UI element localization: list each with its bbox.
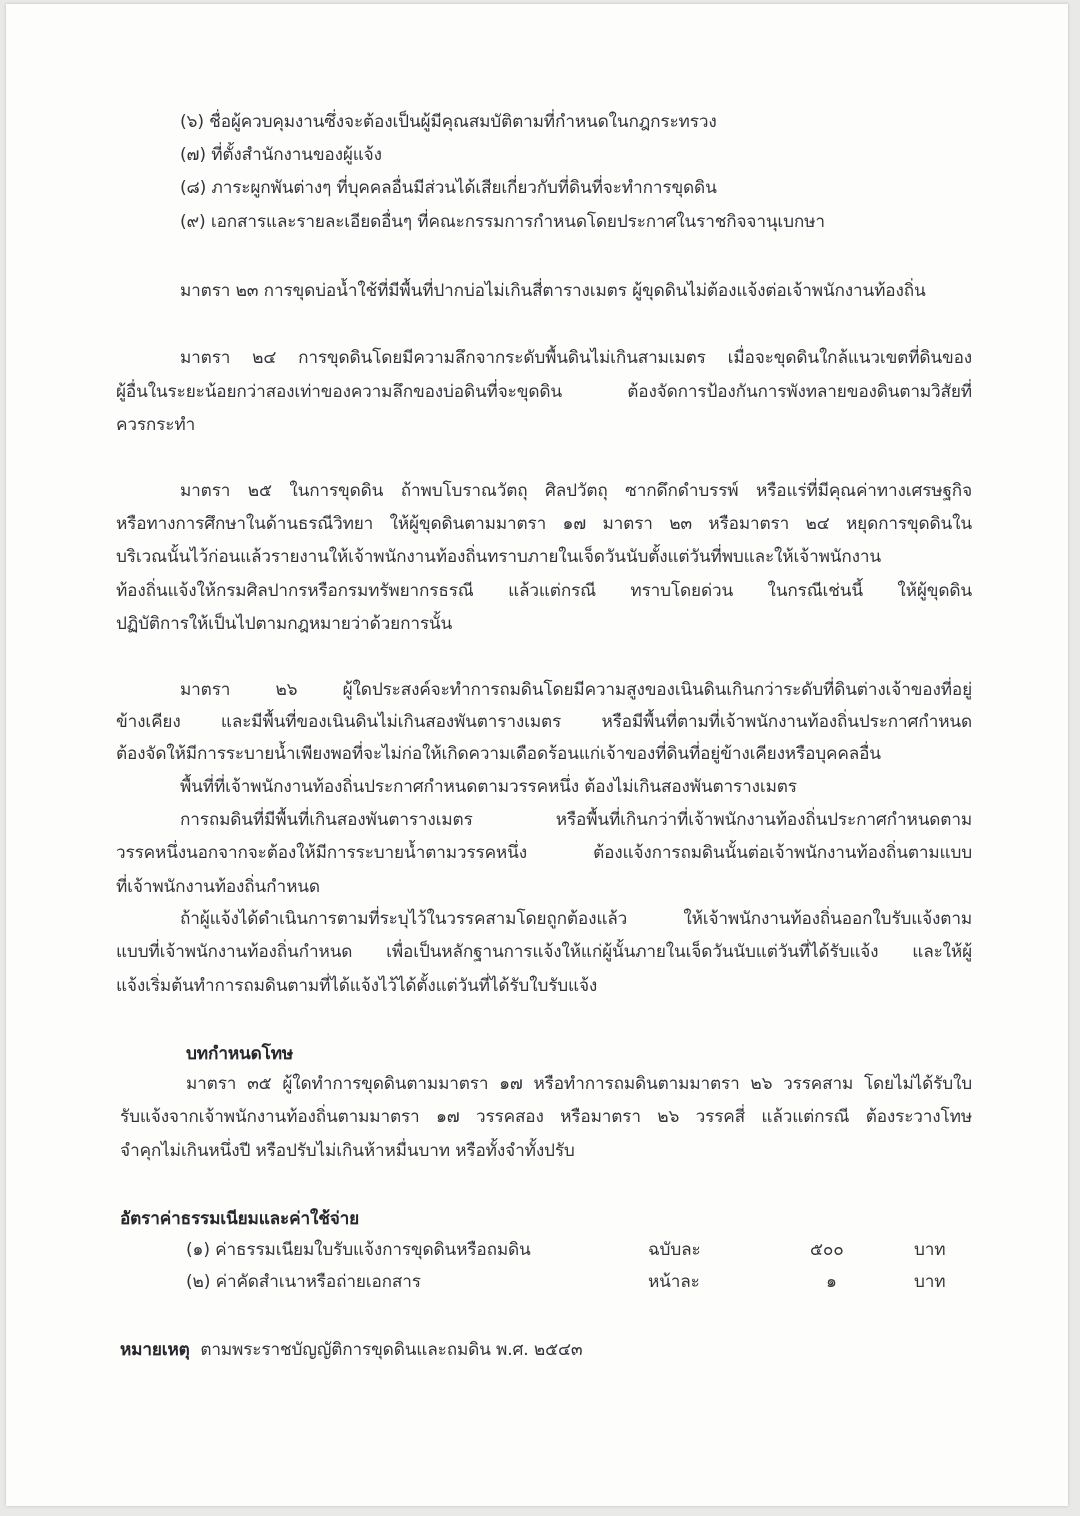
fee-per: ฉบับละ bbox=[648, 1240, 701, 1260]
section-25-line: ปฏิบัติการให้เป็นไปตามกฎหมายว่าด้วยการนั้น bbox=[116, 614, 453, 634]
fee-amount: ๕๐๐ bbox=[810, 1240, 844, 1260]
note-label: หมายเหตุ bbox=[120, 1340, 190, 1360]
penalty-line: จำคุกไม่เกินหนึ่งปี หรือปรับไม่เกินห้าหมื่นบาท หรือทั้งจำทั้งปรับ bbox=[120, 1141, 575, 1161]
list-item-7: (๗) ที่ตั้งสำนักงานของผู้แจ้ง bbox=[180, 145, 382, 165]
penalty-line: มาตรา ๓๕ ผู้ใดทำการขุดดินตามมาตรา ๑๗ หรือทำการถมดินตามมาตรา ๒๖ วรรคสาม โดยไม่ได้รับใบ bbox=[186, 1074, 972, 1094]
fees-heading: อัตราค่าธรรมเนียมและค่าใช้จ่าย bbox=[120, 1209, 360, 1229]
fee-amount: ๑ bbox=[826, 1272, 837, 1292]
section-24-line: ควรกระทำ bbox=[116, 415, 196, 435]
section-25-line: หรือทางการศึกษาในด้านธรณีวิทยา ให้ผู้ขุดดินตามมาตรา ๑๗ มาตรา ๒๓ หรือมาตรา ๒๔ หยุดการขุดดินใน bbox=[116, 514, 972, 534]
fee-unit: บาท bbox=[914, 1240, 946, 1260]
section-26-line: แจ้งเริ่มต้นทำการถมดินตามที่ได้แจ้งไว้ได้ตั้งแต่วันที่ได้รับใบรับแจ้ง bbox=[116, 976, 598, 996]
section-25-line: ท้องถิ่นแจ้งให้กรมศิลปากรหรือกรมทรัพยากรธรณี แล้วแต่กรณี ทราบโดยด่วน ในกรณีเช่นนี้ ให้ผู้ขุดดิน bbox=[116, 581, 972, 601]
section-26-line: ถ้าผู้แจ้งได้ดำเนินการตามที่ระบุไว้ในวรรคสามโดยถูกต้องแล้ว ให้เจ้าพนักงานท้องถิ่นออกใบรับแจ้งตาม bbox=[180, 909, 972, 929]
section-25-line: มาตรา ๒๕ ในการขุดดิน ถ้าพบโบราณวัตถุ ศิลปวัตถุ ซากดึกดำบรรพ์ หรือแร่ที่มีคุณค่าทางเศรษฐกิจ bbox=[180, 481, 972, 501]
section-26-line: ข้างเคียง และมีพื้นที่ของเนินดินไม่เกินสองพันตารางเมตร หรือมีพื้นที่ตามที่เจ้าพนักงานท้องถิ่นประกาศกำหนด bbox=[116, 712, 972, 732]
fee-per: หน้าละ bbox=[648, 1272, 700, 1292]
note bbox=[120, 1333, 582, 1367]
section-26-line: มาตรา ๒๖ ผู้ใดประสงค์จะทำการถมดินโดยมีความสูงของเนินดินเกินกว่าระดับที่ดินต่างเจ้าของที่อยู่ bbox=[180, 680, 972, 700]
list-item-9: (๙) เอกสารและรายละเอียดอื่นๆ ที่คณะกรรมการกำหนดโดยประกาศในราชกิจจานุเบกษา bbox=[180, 212, 825, 232]
section-23-line: มาตรา ๒๓ การขุดบ่อน้ำใช้ที่มีพื้นที่ปากบ่อไม่เกินสี่ตารางเมตร ผู้ขุดดินไม่ต้องแจ้งต่อเจ้าพนักงานท้องถิ่น bbox=[180, 281, 926, 301]
penalty-heading: บทกำหนดโทษ bbox=[186, 1044, 294, 1064]
section-25-line: บริเวณนั้นไว้ก่อนแล้วรายงานให้เจ้าพนักงานท้องถิ่นทราบภายในเจ็ดวันนับตั้งแต่วันที่พบและให้เจ้าพนักงาน bbox=[116, 547, 881, 567]
section-24-line: มาตรา ๒๔ การขุดดินโดยมีความลึกจากระดับพื้นดินไม่เกินสามเมตร เมื่อจะขุดดินใกล้แนวเขตที่ดินของ bbox=[180, 348, 972, 368]
fee-unit: บาท bbox=[914, 1272, 946, 1292]
penalty-line: รับแจ้งจากเจ้าพนักงานท้องถิ่นตามมาตรา ๑๗ วรรคสอง หรือมาตรา ๒๖ วรรคสี่ แล้วแต่กรณี ต้องระวางโทษ bbox=[120, 1107, 972, 1127]
section-26-line: ที่เจ้าพนักงานท้องถิ่นกำหนด bbox=[116, 877, 320, 897]
list-item-8: (๘) ภาระผูกพันต่างๆ ที่บุคคลอื่นมีส่วนได้เสียเกี่ยวกับที่ดินที่จะทำการขุดดิน bbox=[180, 178, 717, 198]
section-26-line: ต้องจัดให้มีการระบายน้ำเพียงพอที่จะไม่ก่อให้เกิดความเดือดร้อนแก่เจ้าของที่ดินที่อยู่ข้างเคียงหรือบุคคลอื่น bbox=[116, 744, 881, 764]
list-item-6: (๖) ชื่อผู้ควบคุมงานซึ่งจะต้องเป็นผู้มีคุณสมบัติตามที่กำหนดในกฎกระทรวง bbox=[180, 112, 717, 132]
note-text: ตามพระราชบัญญัติการขุดดินและถมดิน พ.ศ. ๒๕๔๓ bbox=[200, 1340, 583, 1360]
section-26-line: พื้นที่ที่เจ้าพนักงานท้องถิ่นประกาศกำหนดตามวรรคหนึ่ง ต้องไม่เกินสองพันตารางเมตร bbox=[180, 777, 797, 797]
fee-item: (๑) ค่าธรรมเนียมใบรับแจ้งการขุดดินหรือถมดิน bbox=[186, 1240, 531, 1260]
section-26-line: การถมดินที่มีพื้นที่เกินสองพันตารางเมตร หรือพื้นที่เกินกว่าที่เจ้าพนักงานท้องถิ่นประกาศกำหนดตาม bbox=[180, 810, 972, 830]
section-26-line: แบบที่เจ้าพนักงานท้องถิ่นกำหนด เพื่อเป็นหลักฐานการแจ้งให้แก่ผู้นั้นภายในเจ็ดวันนับแต่วันที่ได้รับแจ้ง และให้ผู้ bbox=[116, 942, 972, 962]
section-26-line: วรรคหนึ่งนอกจากจะต้องให้มีการระบายน้ำตามวรรคหนึ่ง ต้องแจ้งการถมดินนั้นต่อเจ้าพนักงานท้องถิ่นตามแบบ bbox=[116, 843, 972, 863]
fee-item: (๒) ค่าคัดสำเนาหรือถ่ายเอกสาร bbox=[186, 1272, 421, 1292]
section-24-line: ผู้อื่นในระยะน้อยกว่าสองเท่าของความลึกของบ่อดินที่จะขุดดิน ต้องจัดการป้องกันการพังทลายของดินตามวิสัยที่ bbox=[116, 382, 972, 402]
